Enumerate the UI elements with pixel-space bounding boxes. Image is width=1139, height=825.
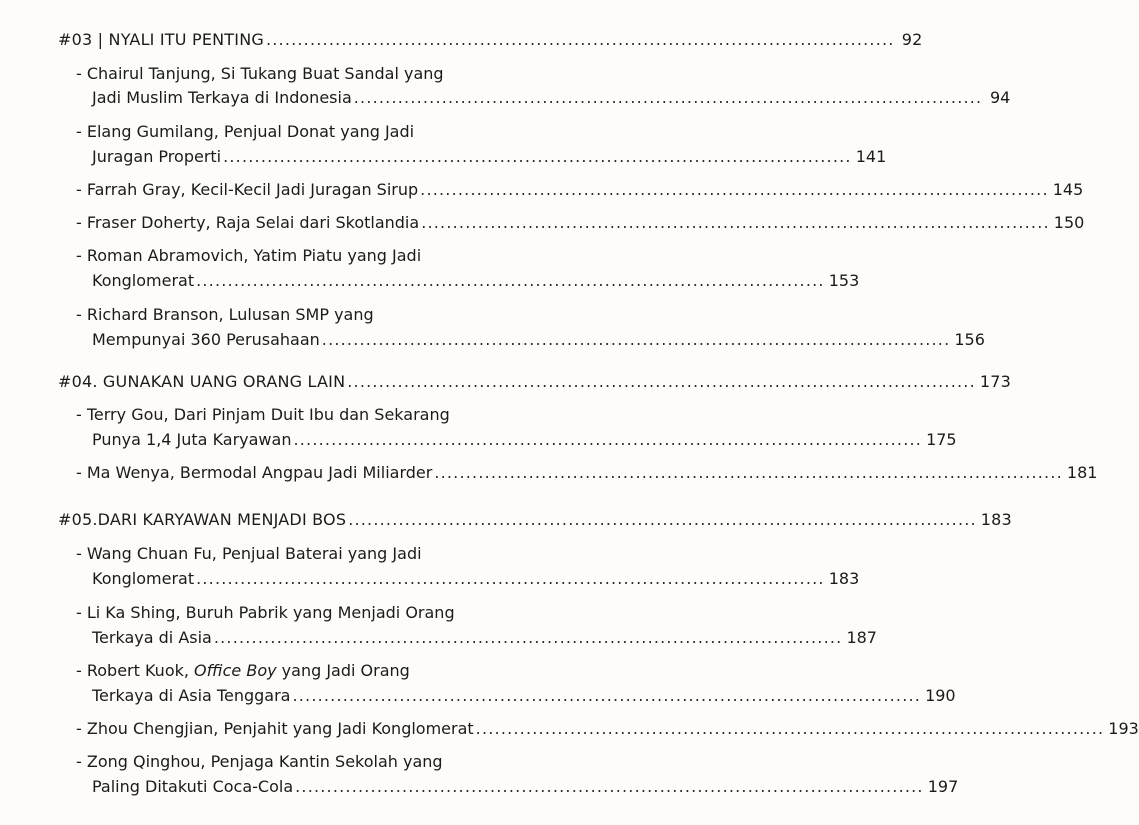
toc-section-heading (58, 30, 923, 50)
toc-entry (92, 628, 877, 648)
page-number: 150 (1053, 213, 1085, 232)
dot-leader: .................................................................................................... (420, 180, 1049, 199)
dot-leader: .................................................................................................... (196, 271, 825, 290)
toc-entry-line1: - Zhou Chengjian, Penjahit yang Jadi Konglomerat (76, 719, 474, 738)
dot-leader: .................................................................................................... (434, 463, 1063, 482)
dot-leader: .................................................................................................... (475, 719, 1105, 738)
dot-leader: .................................................................................................... (293, 430, 923, 449)
toc-entry-line1: - Terry Gou, Dari Pinjam Duit Ibu dan Sekarang (76, 405, 450, 424)
dot-leader: .................................................................................................... (353, 88, 983, 107)
toc-section-heading (58, 372, 1011, 392)
toc-entry (92, 430, 957, 450)
page-number: 94 (989, 88, 1011, 107)
page-number: 183 (828, 569, 860, 588)
page-number: 153 (828, 271, 860, 290)
dot-leader: .................................................................................................... (213, 628, 843, 647)
dot-leader: .................................................................................................... (265, 30, 895, 49)
toc-entry (76, 213, 1085, 233)
page-number: 92 (901, 30, 923, 49)
dot-leader: .................................................................................................... (348, 510, 977, 529)
section-title: #05.DARI KARYAWAN MENJADI BOS (58, 510, 347, 529)
page-number: 145 (1052, 180, 1084, 199)
dot-leader: .................................................................................................... (223, 147, 852, 166)
section-title: #03 | NYALI ITU PENTING (58, 30, 264, 49)
page-number: 187 (846, 628, 877, 647)
dot-leader: .................................................................................................... (321, 330, 951, 349)
dot-leader: .................................................................................................... (295, 777, 924, 796)
toc-entry-line1-italic: Office Boy (194, 661, 277, 680)
toc-entry-line2: Paling Ditakuti Coca-Cola (92, 777, 294, 796)
toc-entry (92, 88, 1011, 108)
toc-entry-line2: Terkaya di Asia Tenggara (92, 686, 291, 705)
toc-entry-line1: - Chairul Tanjung, Si Tukang Buat Sandal yang (76, 64, 444, 83)
dot-leader: .................................................................................................... (421, 213, 1050, 232)
page-number: 175 (926, 430, 957, 449)
toc-entry-line1: - Farrah Gray, Kecil-Kecil Jadi Juragan Sirup (76, 180, 419, 199)
toc-entry (92, 569, 860, 589)
toc-entry-line2: Jadi Muslim Terkaya di Indonesia (92, 88, 352, 107)
toc-entry (92, 330, 985, 350)
toc-entry-line1: - Fraser Doherty, Raja Selai dari Skotlandia (76, 213, 420, 232)
toc-section-heading (58, 510, 1012, 530)
toc-entry-line2: Juragan Properti (92, 147, 222, 166)
toc-entry (76, 180, 1084, 200)
dot-leader: .................................................................................................... (347, 372, 976, 391)
section-title: #04. GUNAKAN UANG ORANG LAIN (58, 372, 346, 391)
toc-entry (92, 147, 887, 167)
toc-entry-line1: - Wang Chuan Fu, Penjual Baterai yang Jadi (76, 544, 422, 563)
toc-entry (92, 686, 956, 706)
page-number: 190 (925, 686, 956, 705)
toc-entry-line2: Punya 1,4 Juta Karyawan (92, 430, 292, 449)
toc-entry-line1: - Li Ka Shing, Buruh Pabrik yang Menjadi Orang (76, 603, 455, 622)
dot-leader: .................................................................................................... (196, 569, 825, 588)
toc-entry (92, 271, 860, 291)
toc-entry (92, 777, 959, 797)
page-number: 193 (1108, 719, 1139, 738)
toc-entry-line1: - Richard Branson, Lulusan SMP yang (76, 305, 374, 324)
dot-leader: .................................................................................................... (292, 686, 922, 705)
toc-entry-line1: - Roman Abramovich, Yatim Piatu yang Jadi (76, 246, 422, 265)
toc-entry-line1-b: yang Jadi Orang (276, 661, 410, 680)
page-number: 183 (980, 510, 1012, 529)
toc-entry-line2: Konglomerat (92, 569, 195, 588)
page-number: 181 (1066, 463, 1098, 482)
toc-entry-line2: Terkaya di Asia (92, 628, 212, 647)
toc-entry (76, 719, 1139, 739)
toc-entry-line2: Mempunyai 360 Perusahaan (92, 330, 320, 349)
page-number: 197 (927, 777, 959, 796)
toc-entry-line1-a: - Robert Kuok, (76, 661, 195, 680)
toc-entry-line1: - Elang Gumilang, Penjual Donat yang Jadi (76, 122, 415, 141)
page-number: 141 (855, 147, 887, 166)
toc-entry-line2: Konglomerat (92, 271, 195, 290)
toc-entry-line1: - Ma Wenya, Bermodal Angpau Jadi Miliarder (76, 463, 433, 482)
page-number: 156 (954, 330, 985, 349)
toc-entry (76, 463, 1098, 483)
page-number: 173 (979, 372, 1011, 391)
toc-entry-line1 (76, 661, 410, 681)
toc-entry-line1: - Zong Qinghou, Penjaga Kantin Sekolah yang (76, 752, 443, 771)
